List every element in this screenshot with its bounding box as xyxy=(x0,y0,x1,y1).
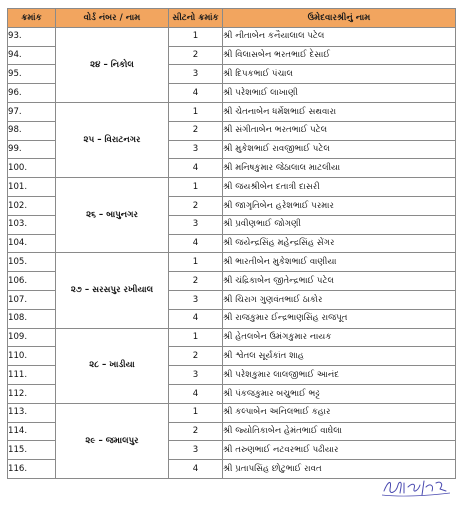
serial-number: 95. xyxy=(8,65,56,84)
candidate-name: શ્રી ચંદ્રિકાબેન જીતેન્દ્રભાઈ પટેલ xyxy=(223,272,456,291)
seat-number: 4 xyxy=(169,384,223,403)
ward-name: ૨૫ – વિરાટનગર xyxy=(56,102,169,177)
seat-number: 4 xyxy=(169,234,223,253)
seat-number: 4 xyxy=(169,460,223,479)
serial-number: 97. xyxy=(8,102,56,121)
candidate-name: શ્રી પ્રવીણભાઈ જોગણી xyxy=(223,215,456,234)
candidate-name: શ્રી વિલાસબેન ભરતભાઈ દેસાઈ xyxy=(223,46,456,65)
candidate-name: શ્રી પંકજકુમાર બચુભાઈ ભટ્ટ xyxy=(223,384,456,403)
table-row xyxy=(8,253,456,272)
candidate-name: શ્રી નીતાબેન કનૈયાલાલ પટેલ xyxy=(223,27,456,46)
ward-name: ૨૭ – સરસપુર રખીયાલ xyxy=(56,253,169,328)
seat-number: 1 xyxy=(169,102,223,121)
seat-number: 2 xyxy=(169,347,223,366)
seat-number: 2 xyxy=(169,196,223,215)
candidate-name: શ્રી મનિષકુમાર જેઠાલાલ માટલીયા xyxy=(223,159,456,178)
table-row xyxy=(8,178,456,197)
serial-number: 102. xyxy=(8,196,56,215)
candidates-table xyxy=(7,8,456,479)
seat-number: 1 xyxy=(169,403,223,422)
seat-number: 3 xyxy=(169,215,223,234)
serial-number: 111. xyxy=(8,366,56,385)
seat-number: 4 xyxy=(169,84,223,103)
candidate-name: શ્રી પ્રતાપસિંહ છોટુભાઈ રાવત xyxy=(223,460,456,479)
serial-number: 98. xyxy=(8,121,56,140)
candidate-name: શ્રી જયશ્રીબેન દતાત્રી દાસરી xyxy=(223,178,456,197)
candidate-name: શ્રી ચિરાગ ગુણવંતભાઈ ઠાકોર xyxy=(223,290,456,309)
seat-number: 2 xyxy=(169,121,223,140)
candidate-name: શ્રી જ્યોતિકાબેન હેમંતભાઈ વાઘેલા xyxy=(223,422,456,441)
serial-number: 96. xyxy=(8,84,56,103)
ward-name: ૨૪ – નિકોલ xyxy=(56,27,169,102)
header-seat: સીટનો ક્રમાંક xyxy=(169,9,223,28)
ward-name: ૨૯ – જમાલપુર xyxy=(56,403,169,478)
serial-number: 100. xyxy=(8,159,56,178)
serial-number: 114. xyxy=(8,422,56,441)
serial-number: 94. xyxy=(8,46,56,65)
serial-number: 104. xyxy=(8,234,56,253)
serial-number: 116. xyxy=(8,460,56,479)
candidate-name: શ્રી પરેશભાઈ લાખાણી xyxy=(223,84,456,103)
seat-number: 4 xyxy=(169,309,223,328)
seat-number: 1 xyxy=(169,27,223,46)
serial-number: 103. xyxy=(8,215,56,234)
candidate-name: શ્રી તરુણભાઈ નટવરભાઈ પઢીયાર xyxy=(223,441,456,460)
candidate-name: શ્રી પરેશકુમાર લાલજીભાઈ આનંદ xyxy=(223,366,456,385)
signature-mark xyxy=(380,473,452,499)
seat-number: 1 xyxy=(169,178,223,197)
seat-number: 3 xyxy=(169,140,223,159)
seat-number: 3 xyxy=(169,441,223,460)
serial-number: 112. xyxy=(8,384,56,403)
candidate-name: શ્રી દિપકભાઈ પંચાલ xyxy=(223,65,456,84)
header-serial: ક્રમાંક xyxy=(8,9,56,28)
table-row xyxy=(8,27,456,46)
serial-number: 109. xyxy=(8,328,56,347)
header-candidate-name: ઉમેદવારશ્રીનું નામ xyxy=(223,9,456,28)
candidate-name: શ્રી હેતલબેન ઉમંગકુમાર નાયક xyxy=(223,328,456,347)
candidate-name: શ્રી કલ્પાબેન અનિલભાઈ કહાર xyxy=(223,403,456,422)
serial-number: 106. xyxy=(8,272,56,291)
candidate-name: શ્રી મુકેશભાઈ રાવજીભાઈ પટેલ xyxy=(223,140,456,159)
serial-number: 108. xyxy=(8,309,56,328)
serial-number: 110. xyxy=(8,347,56,366)
table-row xyxy=(8,102,456,121)
seat-number: 2 xyxy=(169,46,223,65)
seat-number: 3 xyxy=(169,290,223,309)
header-ward: વોર્ડ નંબર / નામ xyxy=(56,9,169,28)
candidate-name: શ્રી જાગૃતિબેન હરેશભાઈ પરમાર xyxy=(223,196,456,215)
candidate-name: શ્રી જયેન્દ્રસિંહ મહેન્દ્રસિંહ સેંગર xyxy=(223,234,456,253)
table-body xyxy=(8,27,456,478)
serial-number: 107. xyxy=(8,290,56,309)
serial-number: 93. xyxy=(8,27,56,46)
serial-number: 113. xyxy=(8,403,56,422)
seat-number: 4 xyxy=(169,159,223,178)
candidate-name: શ્રી ચેતનાબેન ધર્મેશભાઈ સથવારા xyxy=(223,102,456,121)
header-row xyxy=(8,9,456,28)
seat-number: 1 xyxy=(169,253,223,272)
seat-number: 3 xyxy=(169,65,223,84)
candidate-name: શ્રી રાજકુમાર ઈન્દ્રભાણસિંહ રાજપૂત xyxy=(223,309,456,328)
candidate-name: શ્રી ભારતીબેન મુકેશભાઈ વાણીયા xyxy=(223,253,456,272)
serial-number: 99. xyxy=(8,140,56,159)
candidate-name: શ્રી શ્વેતલ સૂર્યકાંત શાહ xyxy=(223,347,456,366)
table-row xyxy=(8,328,456,347)
seat-number: 2 xyxy=(169,422,223,441)
candidate-name: શ્રી સંગીતાબેન ભરતભાઈ પટેલ xyxy=(223,121,456,140)
ward-name: ૨૮ – ખાડીયા xyxy=(56,328,169,403)
serial-number: 101. xyxy=(8,178,56,197)
table-row xyxy=(8,403,456,422)
seat-number: 3 xyxy=(169,366,223,385)
serial-number: 105. xyxy=(8,253,56,272)
ward-name: ૨૬ – બાપુનગર xyxy=(56,178,169,253)
serial-number: 115. xyxy=(8,441,56,460)
table-header xyxy=(8,9,456,28)
seat-number: 1 xyxy=(169,328,223,347)
seat-number: 2 xyxy=(169,272,223,291)
